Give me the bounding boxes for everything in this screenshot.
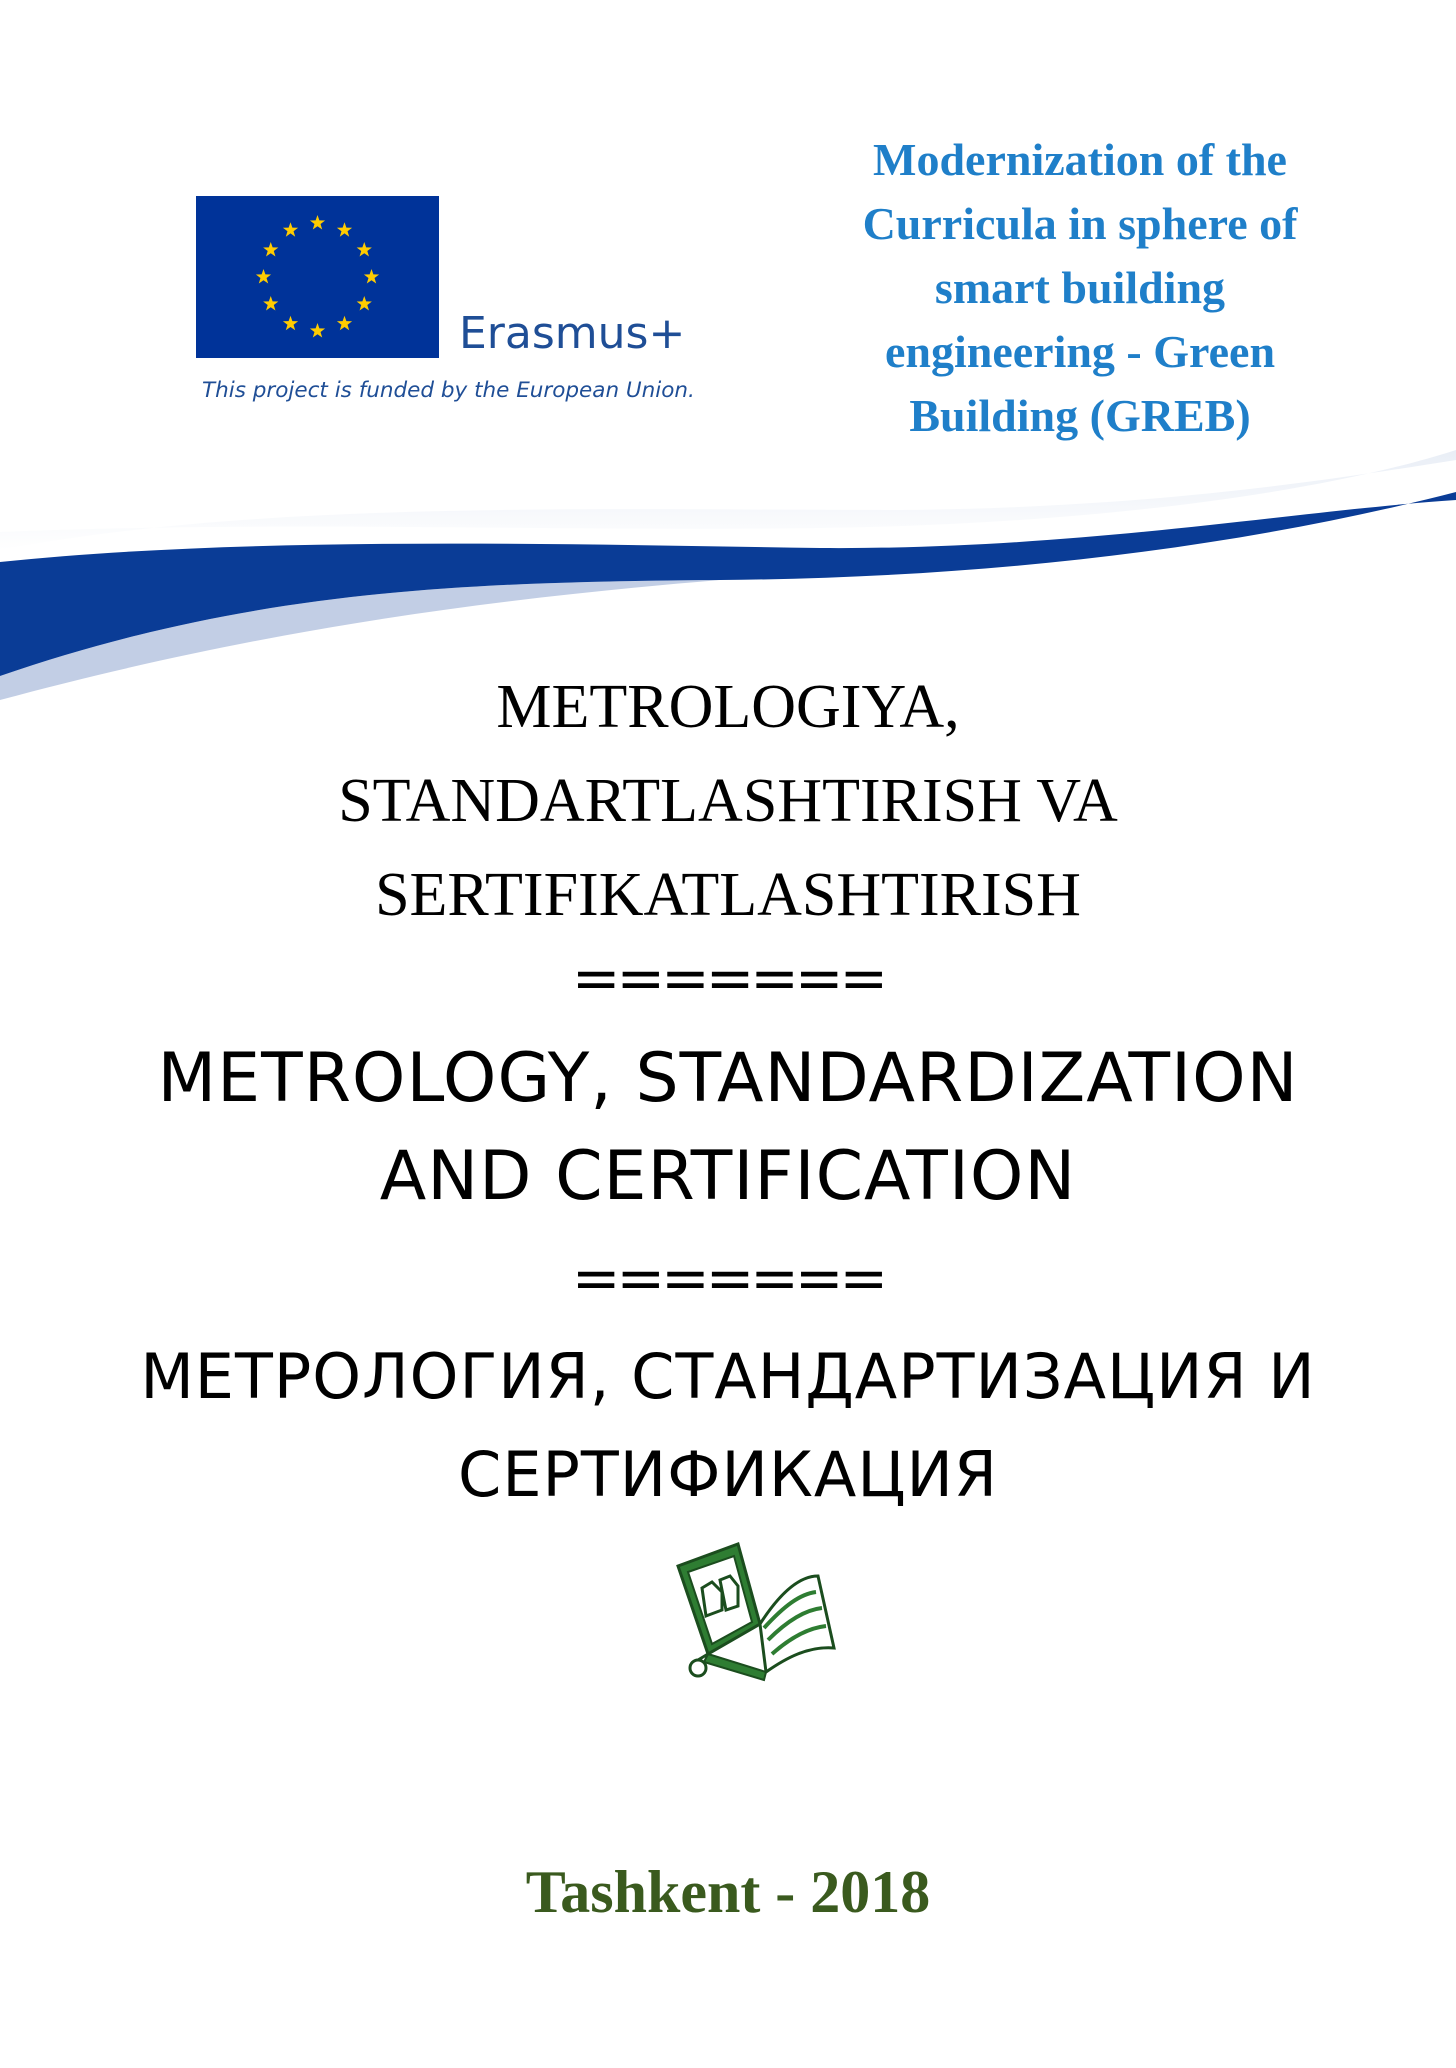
eu-funding-tagline: This project is funded by the European Union. — [202, 378, 695, 403]
title-divider: ======= — [571, 944, 885, 1012]
title-uzbek-line: SERTIFIKATLASHTIRISH — [375, 861, 1081, 929]
title-russian — [0, 1328, 1456, 1524]
project-title-line: Modernization of the — [873, 134, 1287, 185]
title-uzbek-line: METROLOGIYA, — [496, 673, 960, 741]
title-uzbek-line: STANDARTLASHTIRISH VA — [338, 767, 1118, 835]
erasmus-wordmark: Erasmus+ — [459, 308, 686, 359]
title-english-line: METROLOGY, STANDARDIZATION — [157, 1039, 1299, 1118]
place-and-year: Tashkent - 2018 — [525, 1859, 931, 1925]
title-english-line: AND CERTIFICATION — [379, 1137, 1077, 1216]
project-title-line: engineering - Green — [884, 326, 1276, 377]
project-title-line: smart building — [934, 262, 1226, 313]
project-title — [800, 128, 1360, 448]
project-title-line: Curricula in sphere of — [862, 198, 1298, 249]
title-english — [0, 1030, 1456, 1226]
project-title-line: Building (GREB) — [909, 390, 1251, 441]
title-uzbek — [0, 660, 1456, 942]
book-icon — [668, 1536, 840, 1686]
title-russian-line: МЕТРОЛОГИЯ, СТАНДАРТИЗАЦИЯ И — [140, 1340, 1316, 1413]
title-divider: ======= — [571, 1244, 885, 1312]
erasmus-logo — [196, 196, 766, 421]
eu-flag-icon — [196, 196, 439, 358]
title-russian-line: СЕРТИФИКАЦИЯ — [458, 1438, 998, 1511]
